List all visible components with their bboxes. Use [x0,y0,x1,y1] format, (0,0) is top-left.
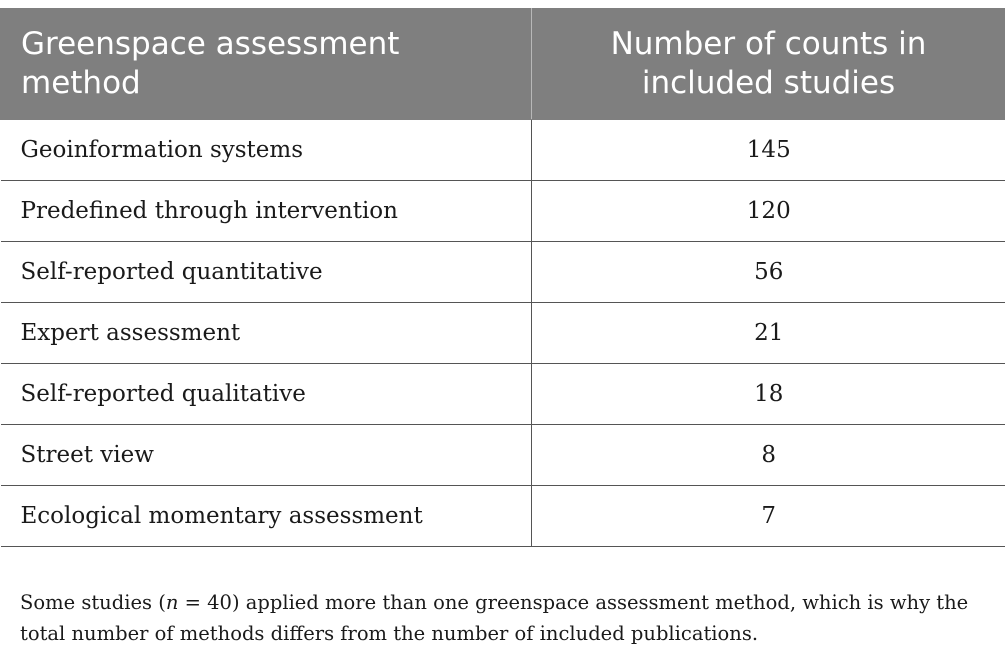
table-header [1,9,1005,120]
footnote-equation: = 40 [178,591,232,614]
method-cell: Ecological momentary assessment [1,486,532,547]
header-row [1,9,1005,120]
table-row [1,425,1005,486]
table-row [1,242,1005,303]
greenspace-methods-table [0,8,1005,547]
table-footnote [20,587,1000,649]
table-container [0,8,1005,547]
table-row [1,120,1005,181]
count-cell: 21 [532,303,1005,364]
count-cell: 145 [532,120,1005,181]
count-cell: 120 [532,181,1005,242]
method-cell: Geoinformation systems [1,120,532,181]
footnote-prefix: Some studies ( [20,591,166,614]
method-cell: Self-reported quantitative [1,242,532,303]
table-row [1,303,1005,364]
table-body [1,120,1005,547]
table-row [1,364,1005,425]
count-cell: 8 [532,425,1005,486]
count-cell: 7 [532,486,1005,547]
table-row [1,181,1005,242]
header-count: Number of counts in included studies [532,9,1005,120]
header-method: Greenspace assessment method [1,9,532,120]
count-cell: 18 [532,364,1005,425]
count-cell: 56 [532,242,1005,303]
method-cell: Predefined through intervention [1,181,532,242]
footnote-suffix: ) applied more than one greenspace assessment method, which is why the total number of methods differs from the number of included publications. [20,591,968,645]
table-row [1,486,1005,547]
method-cell: Self-reported qualitative [1,364,532,425]
footnote-variable: n [166,591,179,614]
method-cell: Expert assessment [1,303,532,364]
method-cell: Street view [1,425,532,486]
